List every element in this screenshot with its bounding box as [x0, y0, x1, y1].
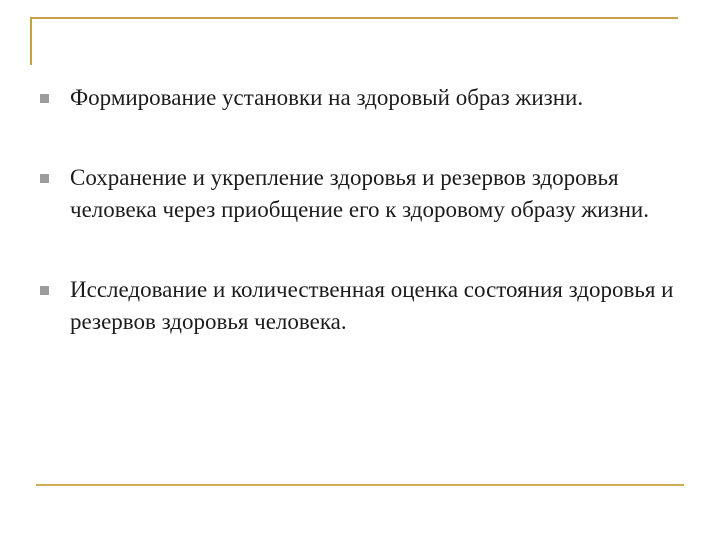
bullet-text: Сохранение и укрепление здоровья и резервов здоровья человека через приобщение его к здоровому образу жизни. — [70, 165, 649, 222]
bottom-frame-line — [36, 484, 684, 486]
square-bullet-icon — [40, 174, 49, 183]
bullet-text: Формирование установки на здоровый образ жизни. — [70, 85, 584, 110]
square-bullet-icon — [40, 94, 49, 103]
bullet-item — [40, 82, 680, 114]
bullet-text: Исследование и количественная оценка состояния здоровья и резервов здоровья человека. — [70, 277, 674, 334]
left-frame-line — [30, 17, 32, 65]
top-frame-line — [30, 17, 678, 19]
bullet-list — [40, 82, 680, 338]
bullet-item — [40, 162, 680, 226]
square-bullet-icon — [40, 286, 49, 295]
bullet-item — [40, 274, 680, 338]
